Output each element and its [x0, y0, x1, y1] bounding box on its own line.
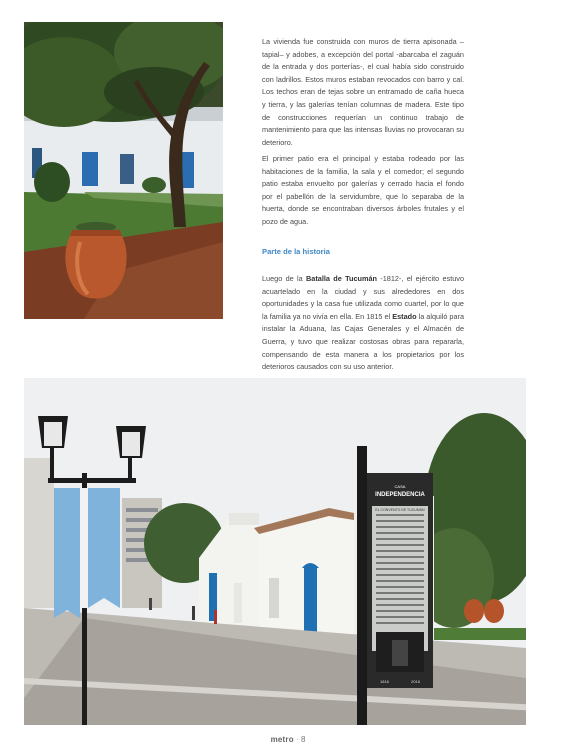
article-paragraph-1 [262, 36, 464, 149]
article-paragraph-3 [262, 273, 464, 374]
page-footer [0, 735, 576, 744]
footer-separator: · [296, 735, 299, 744]
magazine-brand: metro [270, 735, 294, 744]
section-subheading: Parte de la historia [262, 247, 330, 256]
patio-photo [24, 22, 223, 319]
sign-heading: EL CONVENTO DE TUCUMÁN [375, 508, 425, 512]
street-photo [24, 378, 526, 725]
bold-term: Estado [392, 311, 417, 321]
text-run: -1812-, el ejército estuvo acuartelado en la ciudad y sus alrededores en dos oportunidades y la casa fue utilizada como cuartel, por lo que la familia ya no vivía en ella. En 1815 el [262, 274, 465, 321]
article-paragraph-2 [262, 153, 464, 229]
sign-title-big: INDEPENDENCIA [375, 492, 425, 498]
text-run: Luego de la [262, 274, 307, 283]
sign-year-left: 1816 [380, 679, 389, 684]
sign-title-small: CASA [394, 484, 406, 489]
page-number: 8 [300, 735, 306, 744]
text-run: la alquiló para instalar la Aduana, las Cajas Generales y el Almacén de Guerra, y tuvo que realizar costosas obras para repararla, compensando de esta manera a los propietarios por los deterioros causados con su uso anterior. [262, 311, 465, 372]
paragraph-text: El primer patio era el principal y estaba rodeado por las habitaciones de la familia, la sala y el comedor; el segundo patio estaba envuelto por galerías y cerrado hacia el fondo por el pabellón de la servidumbre, que lo separaba de la huerta, donde se encontraban diversos árboles frutales y el pozo de agua. [262, 154, 464, 226]
paragraph-text: La vivienda fue construida con muros de tierra apisonada –tapial– y adobes, a excepción del portal -abarcaba el zaguán de la entrada y dos porterías-, el cual había sido construido con ladrillos. Estos muros estaban revocados con barro y cal. Los techos eran de tejas sobre un entramado de caña hueca y tierra, y las galerías tenían columnas de madera. Este tipo de construcciones requerían un continuo trabajo de mantenimiento para que las intensas lluvias no provocaran su deterioro. [262, 37, 464, 147]
paragraph-text [262, 273, 464, 374]
bold-term: Batalla de Tucumán [306, 274, 377, 283]
sign-year-right: 2016 [411, 679, 420, 684]
